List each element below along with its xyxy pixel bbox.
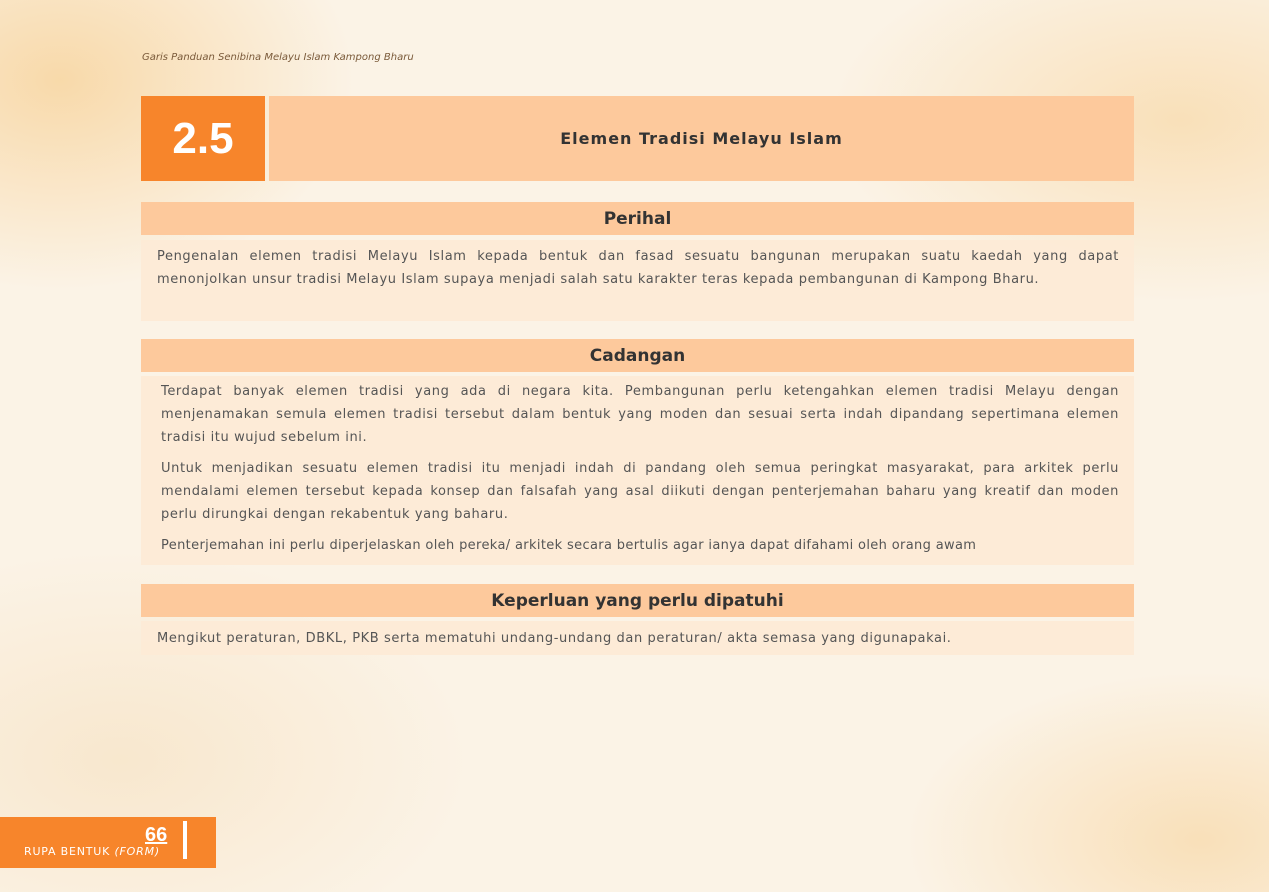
perihal-body — [141, 240, 1134, 321]
page-number: 66 — [145, 824, 168, 846]
chapter-label — [24, 845, 160, 858]
section-title — [269, 96, 1134, 181]
running-header: Garis Panduan Senibina Melayu Islam Kampong Bharu — [142, 52, 414, 63]
footer-divider — [183, 821, 187, 859]
section-number: 2.5 — [141, 96, 265, 181]
chapter-label-italic: (FORM) — [114, 845, 160, 858]
perihal-heading — [141, 202, 1134, 235]
cadangan-paragraph-3: Penterjemahan ini perlu diperjelaskan oleh pereka/ arkitek secara bertulis agar ianya dapat difahami oleh orang awam — [161, 538, 977, 553]
cadangan-paragraph-2: Untuk menjadikan sesuatu elemen tradisi itu menjadi indah di pandang oleh semua peringkat masyarakat, para arkitek perlu mendalami elemen tersebut kepada konsep dan falsafah yang asal diikuti dengan penterjemahan baharu yang kreatif dan moden perlu dirungkai dengan rekabentuk yang baharu. — [161, 461, 1119, 522]
keperluan-body — [141, 621, 1134, 655]
chapter-label-text: RUPA BENTUK — [24, 845, 111, 858]
section-title-text: Elemen Tradisi Melayu Islam — [560, 129, 843, 148]
cadangan-heading-text: Cadangan — [589, 345, 686, 366]
cadangan-heading — [141, 339, 1134, 372]
cadangan-paragraph-1: Terdapat banyak elemen tradisi yang ada di negara kita. Pembangunan perlu ketengahkan elemen tradisi Melayu dengan menjenamakan semula elemen tradisi tersebut dalam bentuk yang moden dan sesuai serta indah dipandang sepertimana elemen tradisi itu wujud sebelum ini. — [161, 384, 1119, 445]
cadangan-body — [141, 376, 1134, 565]
keperluan-paragraph: Mengikut peraturan, DBKL, PKB serta mematuhi undang-undang dan peraturan/ akta semasa yang digunapakai. — [157, 631, 952, 646]
perihal-heading-text: Perihal — [603, 208, 672, 229]
keperluan-heading — [141, 584, 1134, 617]
perihal-paragraph: Pengenalan elemen tradisi Melayu Islam kepada bentuk dan fasad sesuatu bangunan merupakan suatu kaedah yang dapat menonjolkan unsur tradisi Melayu Islam supaya menjadi salah satu karakter teras kepada pembangunan di Kampong Bharu. — [157, 249, 1119, 287]
keperluan-heading-text: Keperluan yang perlu dipatuhi — [491, 590, 784, 611]
footer-tab — [0, 817, 216, 868]
